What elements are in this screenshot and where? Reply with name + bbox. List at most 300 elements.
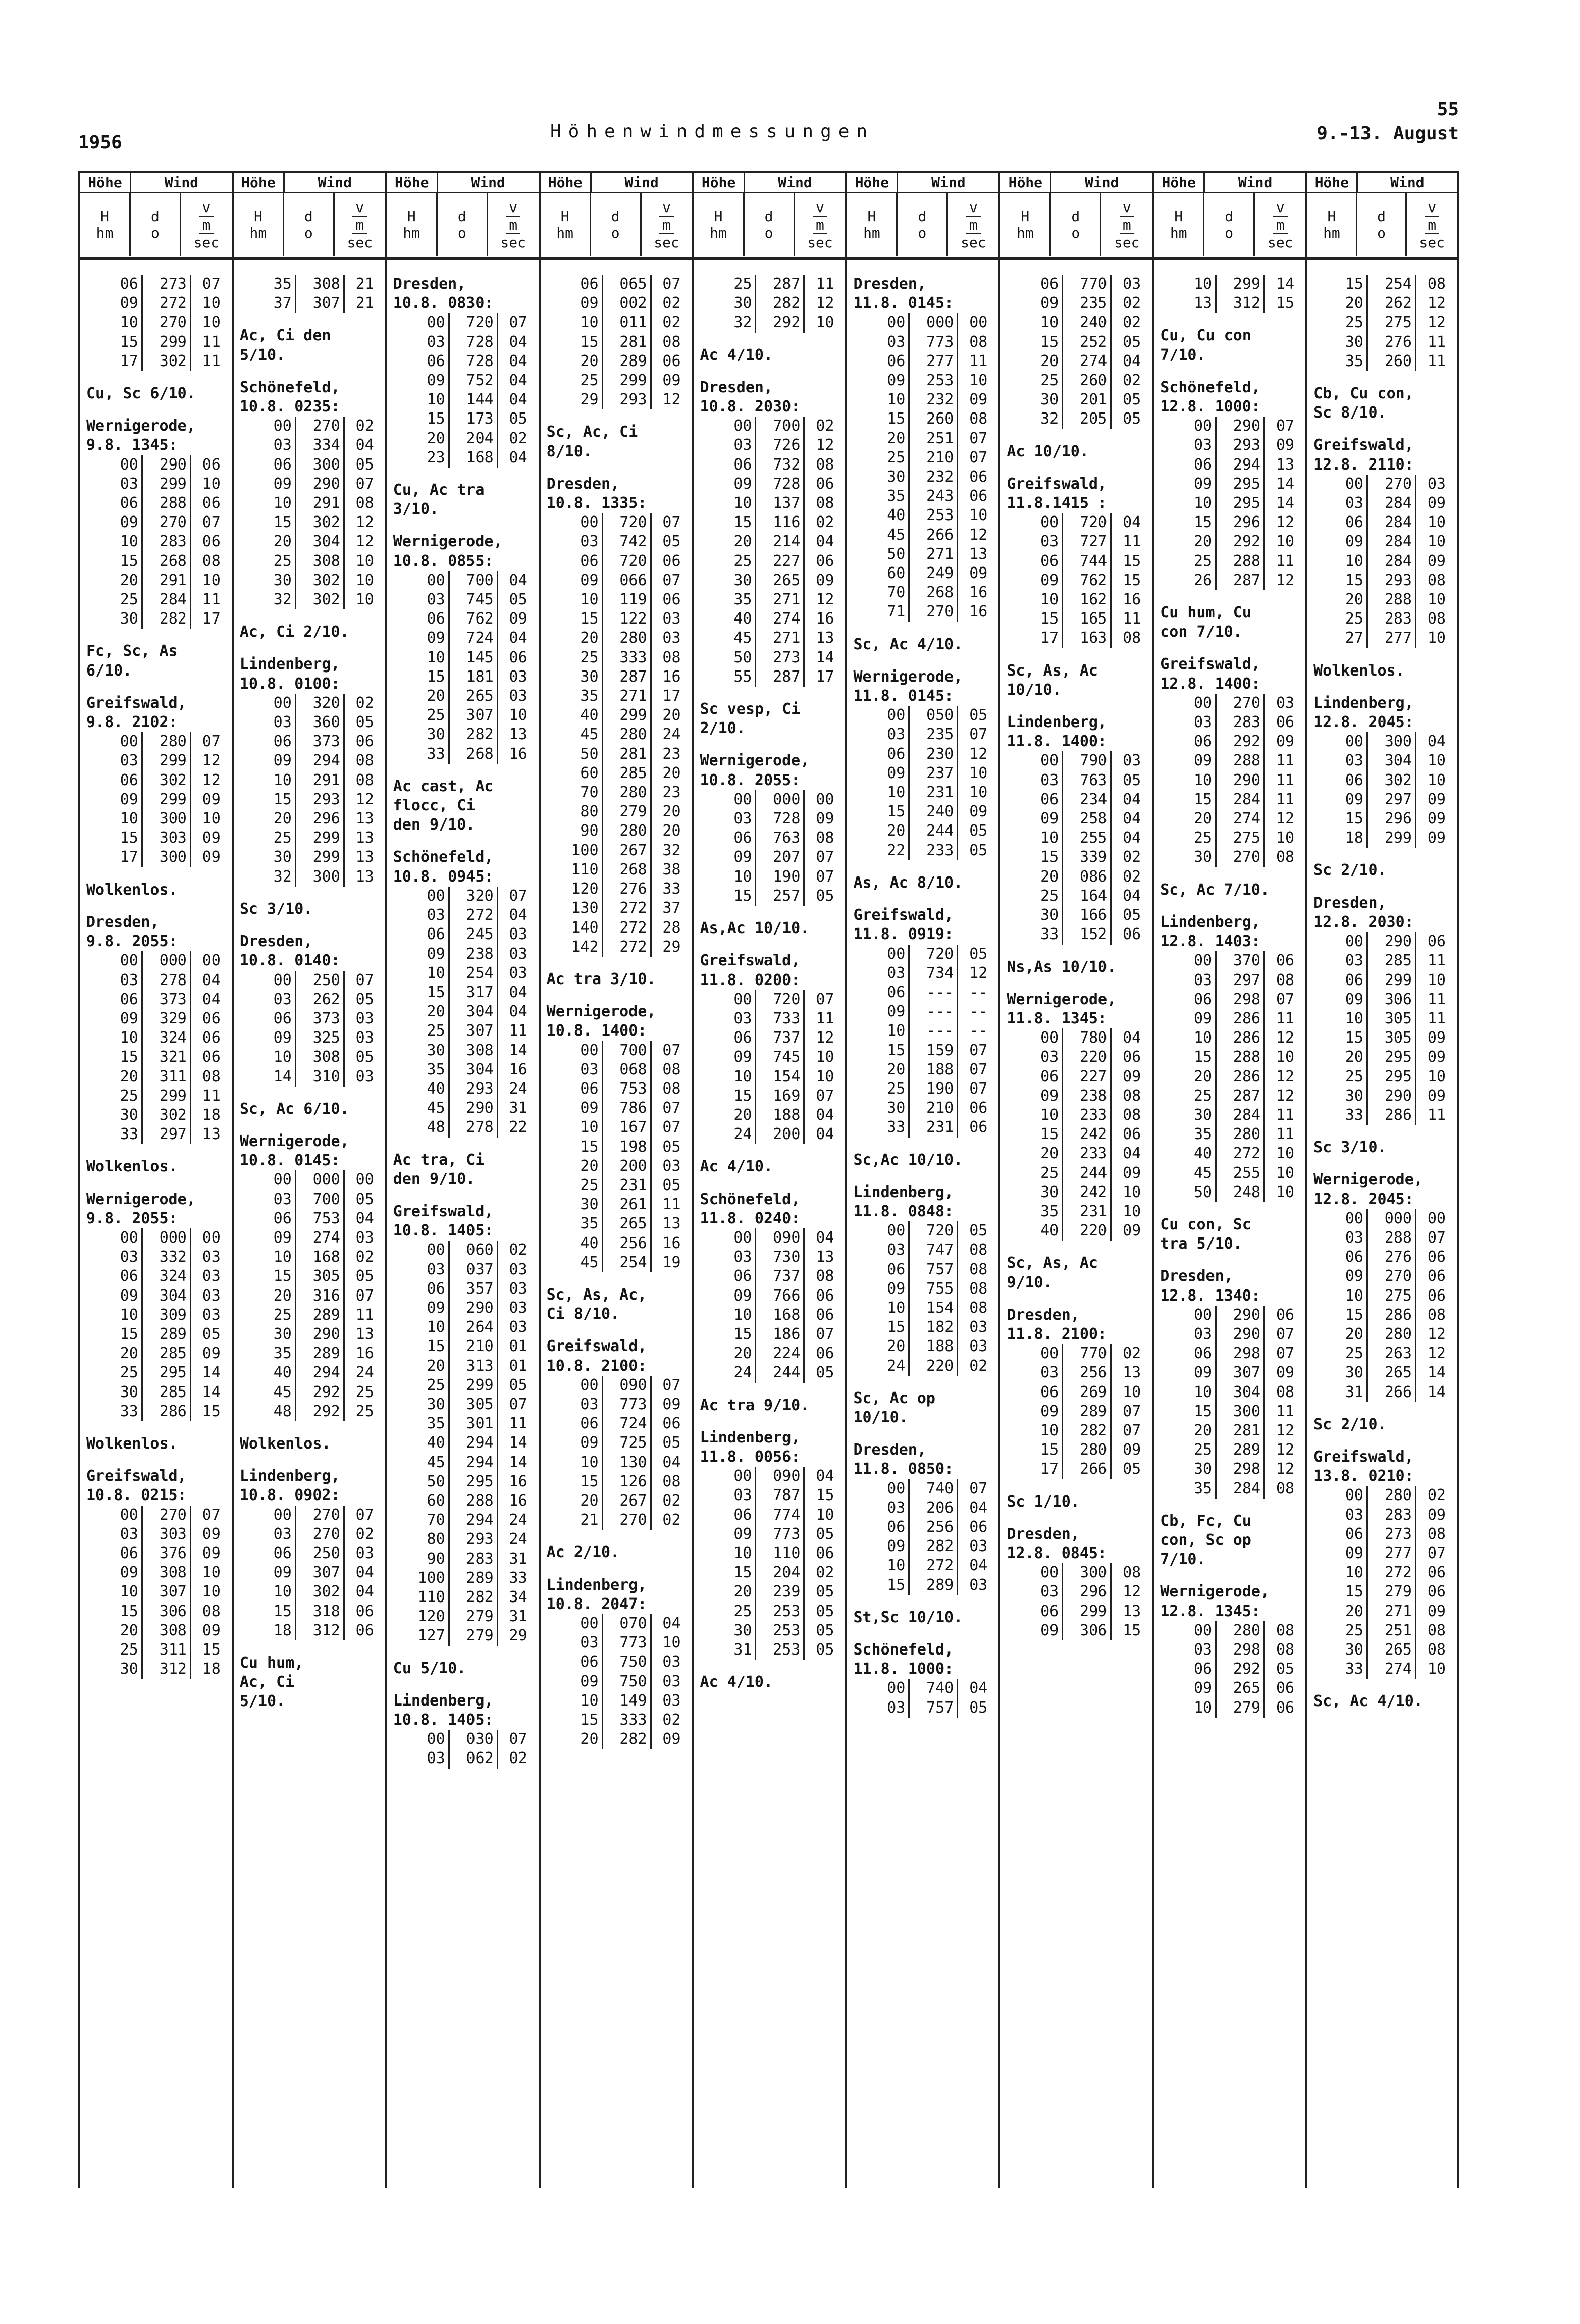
direction-cell: 373 xyxy=(296,1009,345,1028)
direction-cell: 270 xyxy=(1217,848,1265,867)
height-cell: 15 xyxy=(1336,1582,1368,1602)
station-label: Lindenberg, xyxy=(393,1691,494,1710)
direction-cell: 299 xyxy=(143,333,191,352)
height-cell: 15 xyxy=(264,790,296,809)
direction-cell: 284 xyxy=(1368,513,1416,532)
header-deg: o xyxy=(611,225,620,241)
direction-cell: 280 xyxy=(143,732,191,751)
table-row xyxy=(547,860,687,880)
table-row xyxy=(86,532,227,551)
speed-cell: 06 xyxy=(1427,1286,1446,1305)
height-cell: 00 xyxy=(877,945,910,964)
direction-cell: 286 xyxy=(1217,1067,1265,1087)
speed-cell: 06 xyxy=(1427,1267,1446,1285)
column-header-top xyxy=(1000,173,1152,193)
table-row xyxy=(1007,848,1147,867)
direction-cell: 279 xyxy=(1217,1698,1265,1718)
table-row xyxy=(853,429,993,448)
height-cell: 40 xyxy=(571,1234,603,1253)
height-cell: 10 xyxy=(111,809,143,829)
table-row xyxy=(240,1325,380,1344)
header-hm: hm xyxy=(1016,225,1034,241)
direction-cell: 270 xyxy=(910,602,958,622)
direction-cell: 231 xyxy=(910,783,958,802)
speed-cell: 07 xyxy=(969,448,988,467)
speed-cell: 15 xyxy=(1123,1621,1141,1639)
direction-cell: 786 xyxy=(603,1099,652,1118)
height-cell: 06 xyxy=(1031,1067,1063,1087)
speed-cell: 15 xyxy=(202,1641,221,1659)
height-cell: 09 xyxy=(417,945,450,964)
table-row xyxy=(86,590,227,609)
height-cell: 09 xyxy=(111,1286,143,1306)
speed-cell: 05 xyxy=(969,945,988,963)
sounding-block xyxy=(393,532,534,763)
speed-cell: 08 xyxy=(816,1267,834,1285)
station-label: 9.8. 2102: xyxy=(86,713,178,732)
table-row xyxy=(393,1060,534,1079)
table-row xyxy=(1007,1106,1147,1125)
height-cell: 25 xyxy=(1031,1164,1063,1183)
station-label: Schönefeld, xyxy=(700,1190,801,1208)
sounding-block xyxy=(1313,1138,1452,1157)
table-row xyxy=(1007,1383,1147,1402)
height-cell: 35 xyxy=(417,1414,450,1433)
height-cell: 17 xyxy=(111,352,143,371)
table-row xyxy=(1160,513,1300,532)
station-label: Wernigerode, xyxy=(86,417,196,435)
speed-cell: 07 xyxy=(816,848,834,866)
column-header xyxy=(234,171,385,260)
header-v: v xyxy=(662,198,671,216)
height-cell: 10 xyxy=(571,1691,603,1711)
height-cell: 30 xyxy=(571,1195,603,1214)
height-cell: 09 xyxy=(1184,1363,1217,1382)
speed-cell: 04 xyxy=(509,448,528,467)
speed-cell: 16 xyxy=(816,610,834,628)
speed-cell: 02 xyxy=(1123,867,1141,886)
table-row xyxy=(1007,1421,1147,1440)
height-cell: 03 xyxy=(417,906,450,925)
sounding-block xyxy=(1313,275,1452,371)
speed-cell: 09 xyxy=(1427,810,1446,828)
height-cell: 10 xyxy=(111,532,143,551)
speed-cell: 06 xyxy=(662,591,681,609)
station-label: Sc, Ac op xyxy=(853,1389,935,1407)
table-row xyxy=(853,1337,993,1356)
table-row xyxy=(1160,1125,1300,1144)
height-cell: 06 xyxy=(111,1267,143,1286)
header-sec: sec xyxy=(193,234,220,251)
speed-cell: 04 xyxy=(509,333,528,351)
direction-cell: 210 xyxy=(910,1099,958,1118)
table-row xyxy=(547,1672,687,1691)
height-cell: 50 xyxy=(877,545,910,564)
height-cell: 03 xyxy=(1336,1228,1368,1248)
height-cell: 03 xyxy=(1031,771,1063,790)
height-cell: 45 xyxy=(417,1099,450,1118)
table-row xyxy=(547,667,687,687)
table-row xyxy=(1313,771,1452,790)
station-label: Lindenberg, xyxy=(700,1428,801,1447)
direction-cell: 290 xyxy=(1368,932,1416,951)
direction-cell: 000 xyxy=(143,951,191,970)
table-row xyxy=(547,390,687,409)
station-label: 12.8. 2030: xyxy=(1313,913,1414,931)
height-cell: 06 xyxy=(724,1506,756,1525)
table-row xyxy=(853,564,993,583)
table-row xyxy=(86,1125,227,1144)
station-label: 10.8. 0902: xyxy=(239,1486,340,1505)
header-deg: o xyxy=(457,225,466,241)
speed-cell: 09 xyxy=(202,790,221,808)
table-row xyxy=(547,294,687,313)
height-cell: 00 xyxy=(111,1506,143,1525)
direction-cell: 360 xyxy=(296,713,345,732)
height-cell: 09 xyxy=(1031,1621,1063,1640)
table-row xyxy=(240,1544,380,1563)
station-label: Sc,Ac 10/10. xyxy=(853,1151,963,1169)
direction-cell: 744 xyxy=(1063,552,1112,571)
speed-cell: 05 xyxy=(355,1190,374,1208)
speed-cell: 03 xyxy=(509,1318,528,1336)
sounding-block xyxy=(853,275,993,622)
direction-cell: 304 xyxy=(1368,751,1416,770)
height-cell: 03 xyxy=(724,809,756,829)
table-row xyxy=(1007,513,1147,532)
table-row xyxy=(1007,590,1147,609)
direction-cell: 324 xyxy=(143,1267,191,1286)
header-d: d xyxy=(1377,208,1386,225)
table-row xyxy=(86,1248,227,1267)
table-row xyxy=(853,1221,993,1241)
sounding-block xyxy=(1160,326,1300,365)
height-cell: 33 xyxy=(417,745,450,764)
table-row xyxy=(393,1730,534,1749)
station-label: Wernigerode, xyxy=(853,667,963,686)
sounding-block xyxy=(393,1659,534,1678)
speed-cell: 08 xyxy=(662,648,681,666)
table-row xyxy=(1313,1660,1452,1679)
height-cell: 25 xyxy=(1184,1440,1217,1460)
speed-cell: 10 xyxy=(202,571,221,589)
table-row xyxy=(853,802,993,821)
height-cell: 20 xyxy=(264,1286,296,1306)
direction-cell: 285 xyxy=(143,1383,191,1402)
speed-cell: 03 xyxy=(509,964,528,982)
station-label: 10.8. 0140: xyxy=(239,952,340,970)
direction-cell: 302 xyxy=(143,352,191,371)
table-row xyxy=(853,945,993,964)
table-row xyxy=(700,848,840,867)
header-sec: sec xyxy=(1267,234,1293,251)
speed-cell: 02 xyxy=(1123,848,1141,866)
height-cell: 03 xyxy=(877,1499,910,1518)
height-cell: 00 xyxy=(724,1228,756,1248)
height-cell: 20 xyxy=(111,1067,143,1087)
height-cell: 15 xyxy=(111,1048,143,1067)
station-label: Wernigerode, xyxy=(546,1003,656,1021)
speed-cell: 03 xyxy=(969,1537,988,1556)
table-row xyxy=(86,732,227,751)
direction-cell: 207 xyxy=(756,848,805,867)
station-label: Dresden, xyxy=(853,1441,926,1459)
table-row xyxy=(393,1376,534,1395)
table-row xyxy=(86,751,227,770)
height-cell: 45 xyxy=(877,526,910,545)
speed-cell: 09 xyxy=(1123,1441,1141,1459)
table-row xyxy=(393,1279,534,1299)
table-row xyxy=(240,771,380,790)
table-row xyxy=(547,1491,687,1511)
table-row xyxy=(1007,809,1147,829)
height-cell: 10 xyxy=(264,494,296,513)
direction-cell: 284 xyxy=(1368,552,1416,571)
height-cell: 00 xyxy=(571,1376,603,1395)
table-row xyxy=(1313,1306,1452,1325)
speed-cell: 02 xyxy=(1427,1486,1446,1505)
speed-cell: 06 xyxy=(1427,1583,1446,1601)
speed-cell: 08 xyxy=(1427,1525,1446,1543)
table-row xyxy=(700,648,840,667)
direction-cell: 766 xyxy=(756,1286,805,1306)
speed-cell: 04 xyxy=(1123,1029,1141,1047)
direction-cell: 165 xyxy=(1063,609,1112,629)
table-column xyxy=(998,171,1152,2188)
direction-cell: 272 xyxy=(603,938,652,957)
speed-cell: 05 xyxy=(969,822,988,840)
speed-cell: 06 xyxy=(969,487,988,505)
direction-cell: 204 xyxy=(450,429,498,448)
table-row xyxy=(240,713,380,732)
column-body xyxy=(80,260,232,1679)
speed-cell: 02 xyxy=(816,513,834,532)
speed-cell: 08 xyxy=(1427,1621,1446,1639)
table-row xyxy=(240,1209,380,1228)
direction-cell: 173 xyxy=(450,409,498,429)
table-row xyxy=(240,1009,380,1028)
height-cell: 32 xyxy=(264,590,296,609)
direction-cell: 790 xyxy=(1063,751,1112,770)
table-row xyxy=(853,706,993,725)
table-row xyxy=(240,790,380,809)
height-cell: 25 xyxy=(264,829,296,848)
table-row xyxy=(1313,352,1452,371)
speed-cell: 09 xyxy=(202,1525,221,1543)
speed-cell: 08 xyxy=(1123,629,1141,647)
table-row xyxy=(86,1525,227,1544)
speed-cell: 04 xyxy=(509,372,528,390)
header-hoehe: Höhe xyxy=(694,173,745,192)
speed-cell: 21 xyxy=(355,275,374,293)
table-column xyxy=(692,171,846,2188)
table-row xyxy=(1160,1325,1300,1344)
height-cell: 10 xyxy=(571,313,603,332)
header-v: v xyxy=(509,198,518,216)
speed-cell: 08 xyxy=(1276,1621,1295,1639)
direction-cell: 279 xyxy=(603,802,652,821)
sounding-block xyxy=(1160,881,1300,900)
direction-cell: 066 xyxy=(603,571,652,590)
direction-cell: 050 xyxy=(910,706,958,725)
table-row xyxy=(240,1170,380,1190)
speed-cell: 02 xyxy=(355,1248,374,1266)
header-hm: hm xyxy=(863,225,880,241)
table-row xyxy=(1313,1286,1452,1306)
height-cell: 20 xyxy=(111,571,143,590)
height-cell: 00 xyxy=(1031,751,1063,770)
direction-cell: 304 xyxy=(450,1060,498,1079)
direction-cell: 284 xyxy=(1217,1106,1265,1125)
column-header-top xyxy=(234,173,385,193)
direction-cell: 308 xyxy=(143,1621,191,1640)
sounding-block xyxy=(393,481,534,519)
speed-cell: 10 xyxy=(1427,533,1446,551)
header-v: v xyxy=(355,198,364,216)
speed-cell: 14 xyxy=(1427,1383,1446,1401)
speed-cell: 15 xyxy=(202,1402,221,1420)
station-label: Schönefeld, xyxy=(393,848,494,866)
direction-cell: 011 xyxy=(603,313,652,332)
column-header-sub xyxy=(541,193,692,256)
speed-cell: 09 xyxy=(662,1730,681,1748)
speed-cell: 10 xyxy=(202,294,221,313)
direction-cell: 254 xyxy=(450,964,498,983)
height-cell: 00 xyxy=(264,694,296,713)
direction-cell: 274 xyxy=(756,609,805,629)
table-row xyxy=(1007,887,1147,906)
direction-cell: 720 xyxy=(910,1221,958,1241)
speed-cell: 09 xyxy=(1427,1048,1446,1066)
height-cell: 10 xyxy=(1031,1421,1063,1440)
height-cell: 03 xyxy=(1184,436,1217,455)
header-height-unit xyxy=(1307,193,1357,256)
sounding-block xyxy=(1007,442,1147,461)
station-label: 8/10. xyxy=(546,442,592,460)
station-label: 11.8. 0056: xyxy=(700,1448,801,1466)
speed-cell: 02 xyxy=(816,417,834,435)
speed-cell: 10 xyxy=(202,314,221,332)
sounding-block xyxy=(1160,1512,1300,1570)
direction-cell: 037 xyxy=(450,1260,498,1279)
table-row xyxy=(700,1048,840,1067)
height-cell: 22 xyxy=(877,841,910,860)
direction-cell: 289 xyxy=(603,352,652,371)
height-cell: 10 xyxy=(724,1067,756,1087)
height-cell: 06 xyxy=(1031,1383,1063,1402)
height-cell: 10 xyxy=(264,771,296,790)
direction-cell: 740 xyxy=(910,1679,958,1698)
height-cell: 09 xyxy=(877,371,910,390)
sounding-block xyxy=(853,906,993,1137)
table-row xyxy=(547,745,687,764)
direction-cell: 290 xyxy=(1217,1306,1265,1325)
table-row xyxy=(853,1241,993,1260)
height-cell: 10 xyxy=(877,783,910,802)
direction-cell: 286 xyxy=(1217,1028,1265,1048)
direction-cell: 286 xyxy=(143,1402,191,1421)
height-cell: 100 xyxy=(571,841,603,860)
direction-cell: 279 xyxy=(1368,1582,1416,1602)
station-label: Wernigerode, xyxy=(1313,1171,1423,1189)
table-row xyxy=(700,1486,840,1505)
height-cell: 03 xyxy=(111,1525,143,1544)
station-label: 11.8. 0848: xyxy=(853,1202,954,1220)
sounding-block xyxy=(1007,1306,1147,1479)
height-cell: 71 xyxy=(877,602,910,622)
table-row xyxy=(393,687,534,706)
direction-cell: 167 xyxy=(603,1118,652,1137)
station-label: Sc, Ac, Ci xyxy=(546,423,638,441)
speed-cell: 07 xyxy=(1276,1325,1295,1343)
direction-cell: 268 xyxy=(910,583,958,602)
table-row xyxy=(1313,1325,1452,1344)
height-cell: 24 xyxy=(724,1125,756,1144)
sounding-block xyxy=(240,275,380,313)
speed-cell: 00 xyxy=(202,1228,221,1247)
direction-cell: 745 xyxy=(450,590,498,609)
direction-cell: 357 xyxy=(450,1279,498,1299)
table-row xyxy=(1313,951,1452,970)
sounding-block xyxy=(1160,1215,1300,1254)
direction-cell: 086 xyxy=(1063,867,1112,887)
sounding-block xyxy=(1007,1254,1147,1292)
speed-cell: 06 xyxy=(816,475,834,493)
direction-cell: 126 xyxy=(603,1472,652,1491)
height-cell: 31 xyxy=(724,1640,756,1660)
height-cell: 15 xyxy=(571,1138,603,1157)
speed-cell: 02 xyxy=(662,314,681,332)
speed-cell: 11 xyxy=(1276,752,1295,770)
height-cell: 15 xyxy=(1336,571,1368,590)
table-row xyxy=(547,1614,687,1633)
speed-cell: 06 xyxy=(1123,925,1141,944)
height-cell: 06 xyxy=(877,745,910,764)
speed-cell: 34 xyxy=(509,1588,528,1606)
height-cell: 00 xyxy=(1184,417,1217,436)
speed-cell: 11 xyxy=(1276,1106,1295,1124)
height-cell: 03 xyxy=(111,751,143,770)
table-row xyxy=(547,783,687,802)
header-sec: sec xyxy=(347,234,373,251)
height-cell: 10 xyxy=(264,1048,296,1067)
speed-cell: 12 xyxy=(1276,1441,1295,1459)
speed-cell: 24 xyxy=(509,1511,528,1529)
height-cell: 09 xyxy=(877,1537,910,1556)
direction-cell: 235 xyxy=(910,725,958,744)
table-row xyxy=(547,764,687,783)
table-row xyxy=(393,1021,534,1041)
speed-cell: 08 xyxy=(1427,610,1446,628)
direction-cell: 262 xyxy=(1368,294,1416,313)
speed-cell: 11 xyxy=(1123,610,1141,628)
direction-cell: 280 xyxy=(603,725,652,744)
height-cell: 15 xyxy=(724,1325,756,1344)
speed-cell: 04 xyxy=(509,571,528,589)
station-label: Sc, As, Ac xyxy=(1007,661,1098,680)
speed-cell: 09 xyxy=(202,829,221,847)
speed-cell: 10 xyxy=(1427,629,1446,647)
direction-cell: 290 xyxy=(1217,1325,1265,1344)
table-row xyxy=(1007,867,1147,887)
height-cell: 30 xyxy=(1184,1460,1217,1479)
speed-cell: 04 xyxy=(662,1615,681,1632)
speed-cell: 02 xyxy=(816,1564,834,1582)
station-label: 10.8. 2047: xyxy=(546,1595,647,1613)
height-cell: 10 xyxy=(877,1299,910,1318)
speed-cell: 04 xyxy=(509,1003,528,1021)
table-row xyxy=(86,1267,227,1286)
